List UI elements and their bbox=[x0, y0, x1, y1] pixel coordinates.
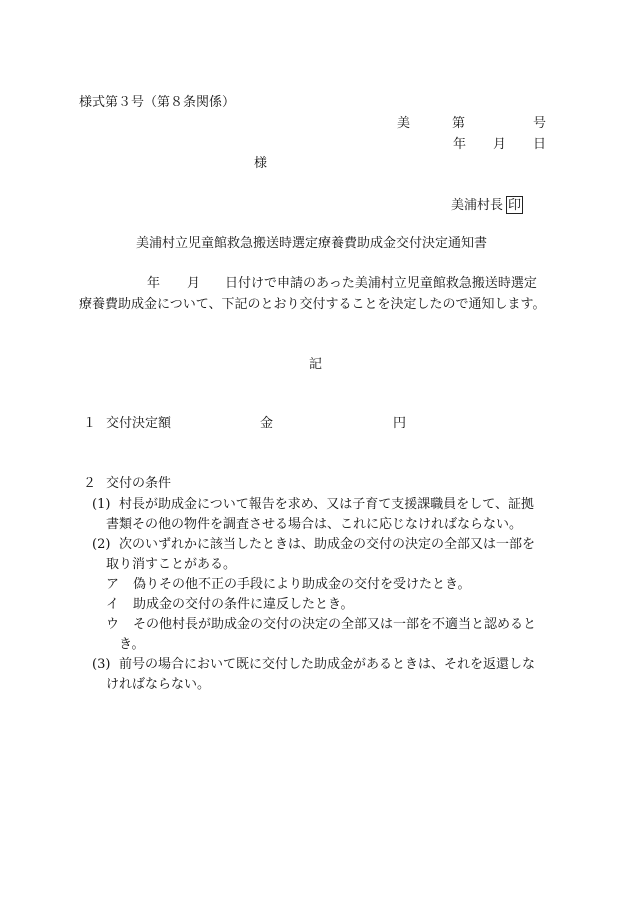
issuer-block bbox=[451, 196, 523, 214]
intro-year: 年 bbox=[147, 276, 161, 291]
header-month: 月 bbox=[493, 137, 507, 152]
header-day: 日 bbox=[533, 137, 547, 152]
header-dai: 第 bbox=[452, 116, 466, 131]
intro-month: 月 bbox=[187, 276, 201, 291]
item2-number: ２ bbox=[83, 476, 97, 491]
header-go: 号 bbox=[533, 116, 547, 131]
ki-heading: 記 bbox=[309, 357, 323, 372]
header-mi: 美 bbox=[397, 116, 411, 131]
cond1-line1: 村長が助成金について報告を求め、又は子育て支援課職員をして、証拠 bbox=[119, 497, 534, 512]
subitem-a-text: 偽りその他不正の手段により助成金の交付を受けたとき。 bbox=[133, 577, 471, 592]
subitem-u-line2: き。 bbox=[119, 637, 145, 652]
cond2-number: (2) bbox=[92, 537, 111, 552]
subitem-a-mark: ア bbox=[106, 577, 120, 592]
subitem-i-text: 助成金の交付の条件に違反したとき。 bbox=[133, 597, 354, 612]
document-title: 美浦村立児童館救急搬送時選定療養費助成金交付決定通知書 bbox=[136, 236, 488, 251]
item1-label: 交付決定額 bbox=[106, 416, 172, 431]
cond3-number: (3) bbox=[92, 657, 111, 672]
cond3-line2: ければならない。 bbox=[106, 677, 211, 692]
subitem-u-line1: その他村長が助成金の交付の決定の全部又は一部を不適当と認めると bbox=[133, 617, 537, 632]
item2-label: 交付の条件 bbox=[106, 476, 172, 491]
cond1-number: (1) bbox=[92, 497, 111, 512]
intro-line1: 日付けで申請のあった美浦村立児童館救急搬送時選定 bbox=[225, 276, 537, 291]
seal-mark: 印 bbox=[508, 198, 522, 213]
item1-number: １ bbox=[83, 416, 97, 431]
form-label: 様式第３号（第８条関係） bbox=[79, 95, 236, 110]
item1-en: 円 bbox=[393, 416, 407, 431]
cond1-line2: 書類その他の物件を調査させる場合は、これに応じなければならない。 bbox=[106, 517, 523, 532]
intro-line2: 療養費助成金について、下記のとおり交付することを決定したので通知します。 bbox=[79, 297, 546, 312]
cond2-line1: 次のいずれかに該当したときは、助成金の交付の決定の全部又は一部を bbox=[119, 537, 536, 552]
cond2-line2: 取り消すことがある。 bbox=[106, 557, 237, 572]
header-year: 年 bbox=[453, 137, 467, 152]
cond3-line1: 前号の場合において既に交付した助成金があるときは、それを返還しな bbox=[119, 657, 536, 672]
item1-kin: 金 bbox=[260, 416, 274, 431]
issuer-name: 美浦村長 bbox=[451, 198, 504, 213]
addressee-sama: 様 bbox=[254, 156, 268, 171]
subitem-u-mark: ウ bbox=[106, 617, 120, 632]
subitem-i-mark: イ bbox=[106, 597, 120, 612]
